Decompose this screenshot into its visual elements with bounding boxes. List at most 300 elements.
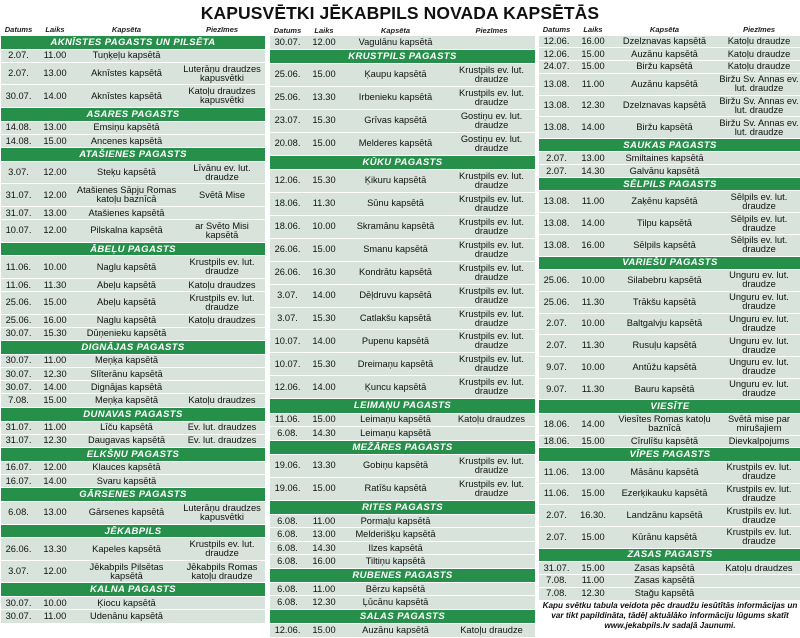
section-heading: SĒLPILS PAGASTS: [539, 178, 800, 191]
cemetery-cell: Irbenieku kapsētā: [358, 93, 433, 103]
schedule-column-3: [539, 24, 800, 601]
table-row: [270, 262, 535, 285]
table-row: [270, 478, 535, 501]
date-cell: 13.08.: [543, 197, 570, 207]
time-cell: 11.30: [581, 384, 605, 394]
date-cell: 13.08.: [543, 123, 570, 133]
date-cell: 30.07.: [5, 329, 32, 339]
date-cell: 11.06.: [274, 415, 301, 425]
cemetery-cell: Dreimaņu kapsētā: [357, 359, 434, 369]
cemetery-cell: Pupenu kapsētā: [361, 336, 430, 346]
cemetery-cell: Ķuncu kapsētā: [364, 382, 427, 392]
cemetery-cell: Biržu kapsētā: [636, 62, 693, 72]
date-cell: 31.07.: [5, 208, 32, 218]
date-cell: 30.07.: [5, 612, 32, 622]
table-row: [270, 216, 535, 239]
time-cell: 15.30: [312, 116, 336, 126]
date-cell: 26.06.: [274, 268, 301, 278]
note-cell: Unguru ev. lut. draudze: [729, 336, 789, 355]
section-heading: VIESĪTE: [539, 400, 800, 413]
cemetery-cell: Bērzu kapsētā: [365, 584, 426, 594]
time-cell: 15.30: [312, 314, 336, 323]
cemetery-cell: Galvānu kapsētā: [629, 166, 700, 176]
cemetery-cell: Zaķēnu kapsētā: [631, 197, 698, 207]
cemetery-cell: Dūņenieku kapsētā: [86, 329, 167, 339]
table-row: [270, 427, 535, 441]
cemetery-cell: Melderišķu kapsētā: [355, 530, 436, 540]
table-row: [539, 335, 800, 357]
table-row: [1, 220, 265, 242]
table-row: [1, 63, 265, 85]
cemetery-cell: Ancenes kapsētā: [90, 136, 163, 146]
cemetery-cell: Ķikuru kapsētā: [364, 176, 427, 186]
date-cell: 6.08.: [277, 428, 298, 438]
note-cell: Krustpils ev. lut. draudze: [189, 293, 255, 312]
note-cell: Biržu Sv. Annas ev. lut. draudze: [719, 75, 799, 94]
note-cell: Krustpils ev. lut. draudze: [459, 332, 524, 351]
table-row: [539, 379, 800, 401]
cemetery-cell: Sēlpils kapsētā: [633, 240, 696, 250]
section-heading: RUBENES PAGASTS: [270, 569, 535, 583]
header-note: Piezīmes: [205, 25, 239, 35]
section-heading: AKNĪSTES PAGASTS UN PILSĒTA: [1, 36, 265, 50]
note-cell: Krustpils ev. lut. draudze: [189, 258, 255, 277]
date-cell: 2.07.: [546, 511, 567, 521]
time-cell: 15.30: [312, 176, 336, 186]
cemetery-cell: Klauces kapsētā: [92, 463, 161, 473]
note-cell: Katoļu draudzes kapusvētki: [188, 87, 256, 106]
time-cell: 15.00: [312, 415, 336, 425]
note-cell: Unguru ev. lut. draudze: [729, 358, 789, 377]
cemetery-cell: Stağu kapsētā: [634, 589, 695, 599]
table-row: [1, 256, 265, 278]
date-cell: 9.07.: [546, 362, 567, 372]
time-cell: 12.00: [43, 190, 67, 200]
cemetery-cell: Sūnu kapsētā: [367, 199, 424, 209]
note-cell: Krustpils ev. lut. draudze: [726, 528, 792, 547]
date-cell: 13.08.: [543, 79, 570, 89]
table-row: [539, 505, 800, 527]
date-cell: 25.06.: [5, 316, 32, 326]
header-time: Laiks: [314, 25, 334, 35]
time-cell: 13.00: [43, 508, 67, 518]
table-row: [539, 235, 800, 257]
note-cell: Unguru ev. lut. draudze: [729, 314, 789, 333]
note-cell: Unguru ev. lut. draudze: [729, 380, 789, 399]
cemetery-cell: Ratīšu kapsētā: [364, 484, 427, 494]
note-cell: Biržu Sv. Annas ev. lut. draudze: [719, 96, 799, 115]
note-cell: Biržu Sv. Annas ev. lut. draudze: [719, 118, 799, 137]
date-cell: 10.07.: [274, 336, 301, 346]
date-cell: 2.07.: [546, 532, 567, 542]
time-cell: 13.00: [581, 153, 605, 163]
table-row: [539, 562, 800, 575]
header-note: Piezīmes: [742, 25, 776, 35]
time-cell: 15.00: [581, 49, 605, 59]
date-cell: 11.06.: [543, 489, 570, 499]
table-row: [1, 381, 265, 394]
cemetery-cell: Svaru kapsētā: [96, 476, 157, 486]
date-cell: 2.07.: [546, 166, 567, 176]
date-cell: 2.07.: [8, 69, 29, 79]
note-cell: Krustpils ev. lut. draudze: [189, 540, 255, 559]
cemetery-cell: Vagulānu kapsētā: [358, 37, 433, 47]
time-cell: 11.00: [312, 516, 336, 526]
cemetery-cell: Antūžu kapsētā: [632, 362, 697, 372]
date-cell: 6.08.: [8, 508, 29, 518]
date-cell: 11.06.: [5, 280, 32, 290]
section-heading: RITES PAGASTS: [270, 501, 535, 515]
date-cell: 2.07.: [8, 51, 29, 61]
date-cell: 25.06.: [274, 70, 301, 80]
table-row: [270, 170, 535, 193]
time-cell: 14.00: [581, 219, 605, 229]
cemetery-cell: Atašienes kapsētā: [88, 208, 165, 218]
time-cell: 12.30: [43, 369, 67, 379]
cemetery-cell: Jēkabpils Pilsētas kapsētā: [89, 562, 164, 581]
cemetery-cell: Viesītes Romas katoļu baznīcā: [618, 415, 711, 434]
table-row: [270, 624, 535, 638]
time-cell: 12.30: [581, 589, 605, 599]
note-cell: Līvānu ev. lut. draudze: [193, 163, 251, 182]
table-row: [539, 292, 800, 314]
note-cell: Krustpils ev. lut. draudze: [726, 484, 792, 503]
table-row: [539, 96, 800, 118]
cemetery-cell: Leimaņu kapsētā: [360, 428, 431, 438]
note-cell: Katoļu draudzes: [188, 280, 256, 290]
time-cell: 14.30: [581, 166, 605, 176]
header-place: Kapsēta: [380, 25, 411, 35]
time-cell: 15.00: [312, 245, 336, 255]
cemetery-cell: Gobiņu kapsētā: [362, 461, 429, 471]
note-cell: Katoļu draudzes: [457, 415, 526, 425]
date-cell: 12.06.: [274, 382, 301, 392]
table-row: [1, 328, 265, 341]
note-cell: Svētā Mise: [199, 190, 245, 200]
date-cell: 12.06.: [543, 36, 570, 46]
date-cell: 30.07.: [5, 356, 32, 366]
cemetery-cell: Māsānu kapsētā: [630, 467, 699, 477]
note-cell: Katoļu draudze: [727, 36, 791, 46]
date-cell: 30.07.: [5, 91, 32, 101]
cemetery-cell: Ļūcānu kapsētā: [362, 598, 429, 608]
time-cell: 11.00: [43, 612, 67, 622]
time-cell: 15.00: [581, 437, 605, 447]
section-heading: VARIEŠU PAGASTS: [539, 257, 800, 270]
table-row: [539, 462, 800, 484]
time-cell: 16.00: [43, 316, 67, 326]
note-cell: Svētā mise par mirušajiem: [727, 415, 790, 434]
time-cell: 14.00: [581, 123, 605, 133]
table-row: [1, 538, 265, 560]
header-place: Kapsēta: [649, 25, 680, 35]
time-cell: 14.00: [43, 382, 67, 392]
cemetery-cell: Zasas kapsētā: [634, 563, 695, 573]
section-heading: MEŽĀRES PAGASTS: [270, 441, 535, 455]
note-cell: Katoļu draudzes: [725, 563, 793, 573]
table-row: [270, 87, 535, 110]
cemetery-cell: Auzānu kapsētā: [631, 79, 698, 89]
table-row: [1, 315, 265, 328]
note-cell: Krustpils ev. lut. draudze: [459, 171, 524, 190]
note-cell: Gostiņu ev. lut. draudze: [460, 134, 523, 153]
note-cell: Katoļu draudze: [727, 62, 791, 72]
table-row: [539, 357, 800, 379]
date-cell: 10.07.: [274, 359, 301, 369]
date-cell: 14.08.: [5, 123, 32, 133]
date-cell: 25.06.: [543, 275, 570, 285]
date-cell: 6.08.: [277, 584, 298, 594]
section-heading: DIGNĀJAS PAGASTS: [1, 341, 265, 355]
section-heading: GĀRSENES PAGASTS: [1, 488, 265, 502]
time-cell: 16.00: [581, 240, 605, 250]
date-cell: 2.07.: [546, 319, 567, 329]
cemetery-cell: Naglu kapsētā: [96, 262, 157, 272]
note-cell: Krustpils ev. lut. draudze: [726, 463, 792, 482]
date-cell: 7.08.: [8, 396, 29, 406]
table-row: [539, 191, 800, 213]
note-cell: Katoļu draudze: [460, 625, 523, 635]
time-cell: 12.30: [581, 101, 605, 111]
cemetery-cell: Silabebru kapsētā: [627, 275, 702, 285]
section-heading: VĪPES PAGASTS: [539, 448, 800, 461]
date-cell: 30.07.: [274, 37, 301, 47]
date-cell: 3.07.: [8, 168, 29, 178]
date-cell: 13.08.: [543, 240, 570, 250]
time-cell: 15.30: [312, 359, 336, 369]
cemetery-cell: Aknīstes kapsētā: [91, 91, 162, 101]
note-cell: Katoļu draudze: [727, 49, 791, 59]
note-cell: Krustpils ev. lut. draudze: [459, 286, 524, 305]
cemetery-cell: Auzānu kapsētā: [631, 49, 698, 59]
cemetery-cell: Steķu kapsētā: [97, 168, 156, 178]
table-row: [270, 414, 535, 428]
time-cell: 16.00: [581, 36, 605, 46]
cemetery-cell: Trākšu kapsētā: [632, 297, 697, 307]
header-place: Kapsēta: [111, 25, 142, 35]
time-cell: 10.00: [312, 222, 336, 232]
time-cell: 15.00: [581, 62, 605, 72]
note-cell: Unguru ev. lut. draudze: [729, 271, 789, 290]
note-cell: Ev. lut. draudzes: [187, 436, 257, 446]
note-cell: Krustpils ev. lut. draudze: [459, 88, 524, 107]
time-cell: 11.00: [581, 576, 605, 586]
cemetery-cell: Ķiocu kapsētā: [97, 598, 156, 608]
note-cell: Unguru ev. lut. draudze: [729, 293, 789, 312]
time-cell: 11.30: [581, 297, 605, 307]
note-cell: Luterāņu draudzes kapusvētki: [183, 64, 261, 83]
table-row: [270, 110, 535, 133]
cemetery-cell: Smiltaines kapsētā: [625, 153, 704, 163]
schedule-column-2: [270, 24, 535, 638]
cemetery-cell: Biržu kapsētā: [636, 123, 693, 133]
time-cell: 11.00: [581, 79, 605, 89]
cemetery-cell: Tilpu kapsētā: [637, 219, 692, 229]
cemetery-cell: Bauru kapsētā: [634, 384, 695, 394]
note-cell: Krustpils ev. lut. draudze: [459, 217, 524, 236]
column-header: [270, 24, 535, 36]
time-cell: 15.30: [43, 329, 67, 339]
time-cell: 11.00: [43, 51, 67, 61]
date-cell: 3.07.: [277, 314, 298, 323]
cemetery-cell: Dignājas kapsētā: [90, 382, 163, 392]
date-cell: 25.06.: [5, 298, 32, 308]
header-date: Datums: [542, 25, 571, 35]
time-cell: 10.00: [581, 275, 605, 285]
section-heading: SALAS PAGASTS: [270, 610, 535, 624]
table-row: [539, 484, 800, 506]
time-cell: 11.00: [312, 584, 336, 594]
cemetery-cell: Grīvas kapsētā: [364, 116, 427, 126]
note-cell: Krustpils ev. lut. draudze: [459, 355, 524, 374]
table-row: [270, 528, 535, 542]
time-cell: 13.00: [43, 123, 67, 133]
date-cell: 31.07.: [543, 563, 570, 573]
cemetery-cell: Smanu kapsētā: [363, 245, 428, 255]
table-row: [1, 162, 265, 184]
date-cell: 16.07.: [5, 476, 32, 486]
table-row: [270, 555, 535, 569]
cemetery-cell: Auzānu kapsētā: [362, 625, 429, 635]
table-row: [270, 376, 535, 399]
time-cell: 11.00: [43, 423, 67, 433]
cemetery-cell: Catlakšu kapsētā: [359, 314, 432, 323]
table-row: [270, 515, 535, 529]
cemetery-cell: Dzelznavas kapsētā: [622, 101, 707, 111]
time-cell: 12.00: [43, 567, 67, 577]
section-heading: JĒKABPILS: [1, 525, 265, 539]
cemetery-cell: Atašienes Sāpju Romas katoļu baznīcā: [76, 186, 177, 205]
time-cell: 10.00: [43, 262, 67, 272]
table-row: [270, 239, 535, 262]
section-heading: ĀBEĻU PAGASTS: [1, 243, 265, 257]
page-title: KAPUSVĒTKI JĒKABPILS NOVADA KAPSĒTĀS: [200, 3, 600, 23]
section-heading: LEIMAŅU PAGASTS: [270, 399, 535, 413]
table-row: [270, 308, 535, 331]
date-cell: 9.07.: [546, 384, 567, 394]
date-cell: 26.06.: [274, 245, 301, 255]
time-cell: 12.00: [312, 37, 336, 47]
cemetery-cell: Skramānu kapsētā: [356, 222, 435, 232]
time-cell: 11.30: [43, 280, 67, 290]
time-cell: 13.30: [312, 93, 336, 103]
time-cell: 12.30: [43, 436, 67, 446]
note-cell: Krustpils ev. lut. draudze: [726, 506, 792, 525]
section-heading: ELKŠŅU PAGASTS: [1, 448, 265, 462]
date-cell: 6.08.: [277, 557, 298, 567]
note-cell: Krustpils ev. lut. draudze: [459, 65, 524, 84]
date-cell: 12.06.: [274, 625, 301, 635]
date-cell: 23.07.: [274, 116, 301, 126]
cemetery-cell: Slīterānu kapsētā: [90, 369, 163, 379]
time-cell: 14.00: [312, 336, 336, 346]
date-cell: 30.07.: [5, 369, 32, 379]
table-row: [539, 36, 800, 49]
time-cell: 12.00: [43, 168, 67, 178]
table-row: [270, 353, 535, 376]
table-row: [1, 435, 265, 448]
cemetery-cell: Leimaņu kapsētā: [360, 415, 431, 425]
date-cell: 18.06.: [274, 199, 301, 209]
table-row: [539, 152, 800, 165]
date-cell: 2.07.: [546, 153, 567, 163]
date-cell: 18.06.: [274, 222, 301, 232]
section-heading: KŪKU PAGASTS: [270, 156, 535, 170]
date-cell: 31.07.: [5, 423, 32, 433]
cemetery-cell: Ūdenānu kapsētā: [90, 612, 163, 622]
time-cell: 11.30: [312, 199, 336, 209]
table-row: [1, 368, 265, 381]
date-cell: 20.08.: [274, 139, 301, 149]
note-cell: Krustpils ev. lut. draudze: [459, 378, 524, 397]
column-header: [539, 24, 800, 36]
cemetery-cell: Ābeļu kapsētā: [97, 298, 156, 308]
table-row: [539, 588, 800, 601]
time-cell: 15.00: [581, 532, 605, 542]
section-heading: SAUKAS PAGASTS: [539, 139, 800, 152]
footnote: Kapu svētku tabula veidota pēc draudžu iesūtītās informācijas un var tikt papildināta, tādēļ aktuālāko informāciju lūgums skatīt www.jekabpils.lv sadaļā Jaunumi.: [542, 601, 798, 630]
cemetery-cell: Melderes kapsētā: [358, 139, 433, 149]
time-cell: 16.00: [312, 557, 336, 567]
time-cell: 14.30: [312, 428, 336, 438]
note-cell: Krustpils ev. lut. draudze: [459, 194, 524, 213]
date-cell: 6.08.: [277, 516, 298, 526]
table-row: [1, 502, 265, 524]
date-cell: 31.07.: [5, 436, 32, 446]
table-row: [1, 135, 265, 148]
table-row: [1, 475, 265, 488]
time-cell: 14.00: [312, 291, 336, 301]
time-cell: 15.00: [581, 563, 605, 573]
note-cell: Krustpils ev. lut. draudze: [459, 456, 524, 475]
header-date: Datums: [4, 25, 33, 35]
note-cell: Sēlpils ev. lut. draudze: [730, 192, 788, 211]
table-row: [539, 213, 800, 235]
table-row: [1, 394, 265, 407]
table-row: [1, 122, 265, 135]
table-row: [539, 165, 800, 178]
time-cell: 15.00: [312, 484, 336, 494]
cemetery-cell: Dēļdruvu kapsētā: [359, 291, 432, 301]
date-cell: 16.07.: [5, 463, 32, 473]
date-cell: 25.06.: [274, 93, 301, 103]
cemetery-cell: Tuņķeļu kapsētā: [92, 51, 161, 61]
date-cell: 11.06.: [543, 467, 570, 477]
date-cell: 14.08.: [5, 136, 32, 146]
cemetery-cell: Līču kapsētā: [100, 423, 153, 433]
table-row: [270, 330, 535, 353]
time-cell: 10.00: [43, 598, 67, 608]
date-cell: 19.06.: [274, 484, 301, 494]
time-cell: 13.00: [43, 208, 67, 218]
table-row: [1, 355, 265, 368]
note-cell: ar Svēto Misi kapsētā: [195, 221, 249, 240]
date-cell: 3.07.: [8, 567, 29, 577]
note-cell: Krustpils ev. lut. draudze: [459, 479, 524, 498]
time-cell: 10.00: [581, 319, 605, 329]
date-cell: 6.08.: [277, 598, 298, 608]
header-time: Laiks: [583, 25, 603, 35]
cemetery-cell: Tiltiņu kapsētā: [365, 557, 426, 567]
date-cell: 13.08.: [543, 101, 570, 111]
time-cell: 16.30.: [580, 511, 606, 521]
date-cell: 13.08.: [543, 219, 570, 229]
table-row: [539, 527, 800, 549]
table-row: [539, 436, 800, 449]
date-cell: 25.06.: [543, 297, 570, 307]
table-row: [539, 270, 800, 292]
time-cell: 13.30: [312, 461, 336, 471]
